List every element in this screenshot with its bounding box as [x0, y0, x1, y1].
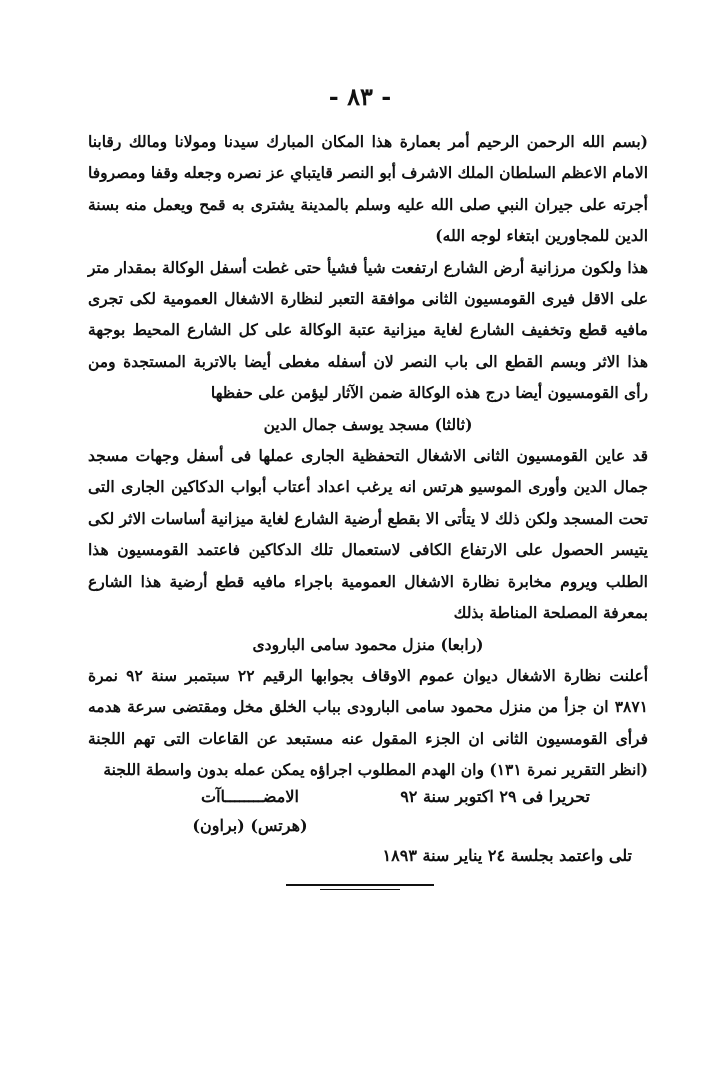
section-heading-fourth: (رابعا) منزل محمود سامى البارودى [252, 634, 484, 654]
mosque-paragraph: قد عاين القومسيون الثانى الاشغال التحفظية الجارى عملها فى أسفل وجهات مسجد جمال الدين وأورى الموسيو هرتس انه يرغب اعداد أعتاب أبواب الدكاكين الجارى التى تحت المسجد ولكن ذلك لا يتأتى الا بقطع أرضية الشارع لغاية ميزانية أساسات الاثر لكى يتيسر الحصول على الارتفاع الكافى لاستعمال تلك الدكاكين فاعتمد القومسيون هذا الطلب ويروم مخابرة نظارة الاشغال العمومية باجراء مافيه قطع أرضية هذا الشارع بمعرفة المصلحة المناطة بذلك [88, 446, 648, 623]
dated-line: تحريرا فى ٢٩ اكتوبر سنة ٩٢ [400, 787, 590, 806]
signatories: (هرتس) (براون) [192, 816, 308, 835]
page-number: - ٨٣ - [328, 82, 392, 111]
caravanserai-paragraph: هذا ولكون مرزانية أرض الشارع ارتفعت شيأ فشيأ حتى غطت أسفل الوكالة بمقدار متر على الاقل فيرى القومسيون الثانى موافقة التعبر لنظارة الاشغال العمومية لكى تجرى مافيه قطع وتخفيف الشارع لغاية ميزانية عتبة الوكالة على كل الشارع المحيط بوجهة هذا الاثر وبسم القطع الى باب النصر لان أسفله مغطى أيضا بالاتربة المستجدة ومن رأى القومسيون أيضا درج هذه الوكالة ضمن الآثار ليؤمن على حفظها [88, 257, 648, 403]
closing-line: تلى واعتمد بجلسة ٢٤ يناير سنة ١٨٩٣ [382, 846, 632, 865]
house-paragraph: أعلنت نظارة الاشغال ديوان عموم الاوقاف بجوابها الرقيم ٢٢ سبتمبر سنة ٩٢ نمرة ٣٨٧١ ان جزأ من منزل محمود سامى البارودى بباب الخلق مخل ومقتضى سرعة هدمه فرأى القومسيون الثانى ان الجزء المقول عنه مستبعد عن القاعات التى تهم اللجنة (انظر التقرير نمرة ١٣١) وان الهدم المطلوب اجراؤه يمكن عمله بدون واسطة اللجنة [88, 665, 648, 780]
inscription-paragraph: (بسم الله الرحمن الرحيم أمر بعمارة هذا المكان المبارك سيدنا ومولانا ومالك رقابنا الامام الاعظم السلطان الملك الاشرف أبو النصر قايتباي عز نصره وجعله وقفا ومصروفا أجرته على جيران النبي صلى الله عليه وسلم بالمدينة يشترى به قمح ويعمل منه بسنة الدين للمجاورين ابتغاء لوجه الله) [88, 132, 648, 246]
section-divider [286, 884, 434, 886]
document-body [88, 126, 648, 786]
signatures-label: الامضــــــــاآت [201, 787, 299, 806]
section-heading-third: (ثالثا) مسجد يوسف جمال الدين [263, 414, 473, 434]
